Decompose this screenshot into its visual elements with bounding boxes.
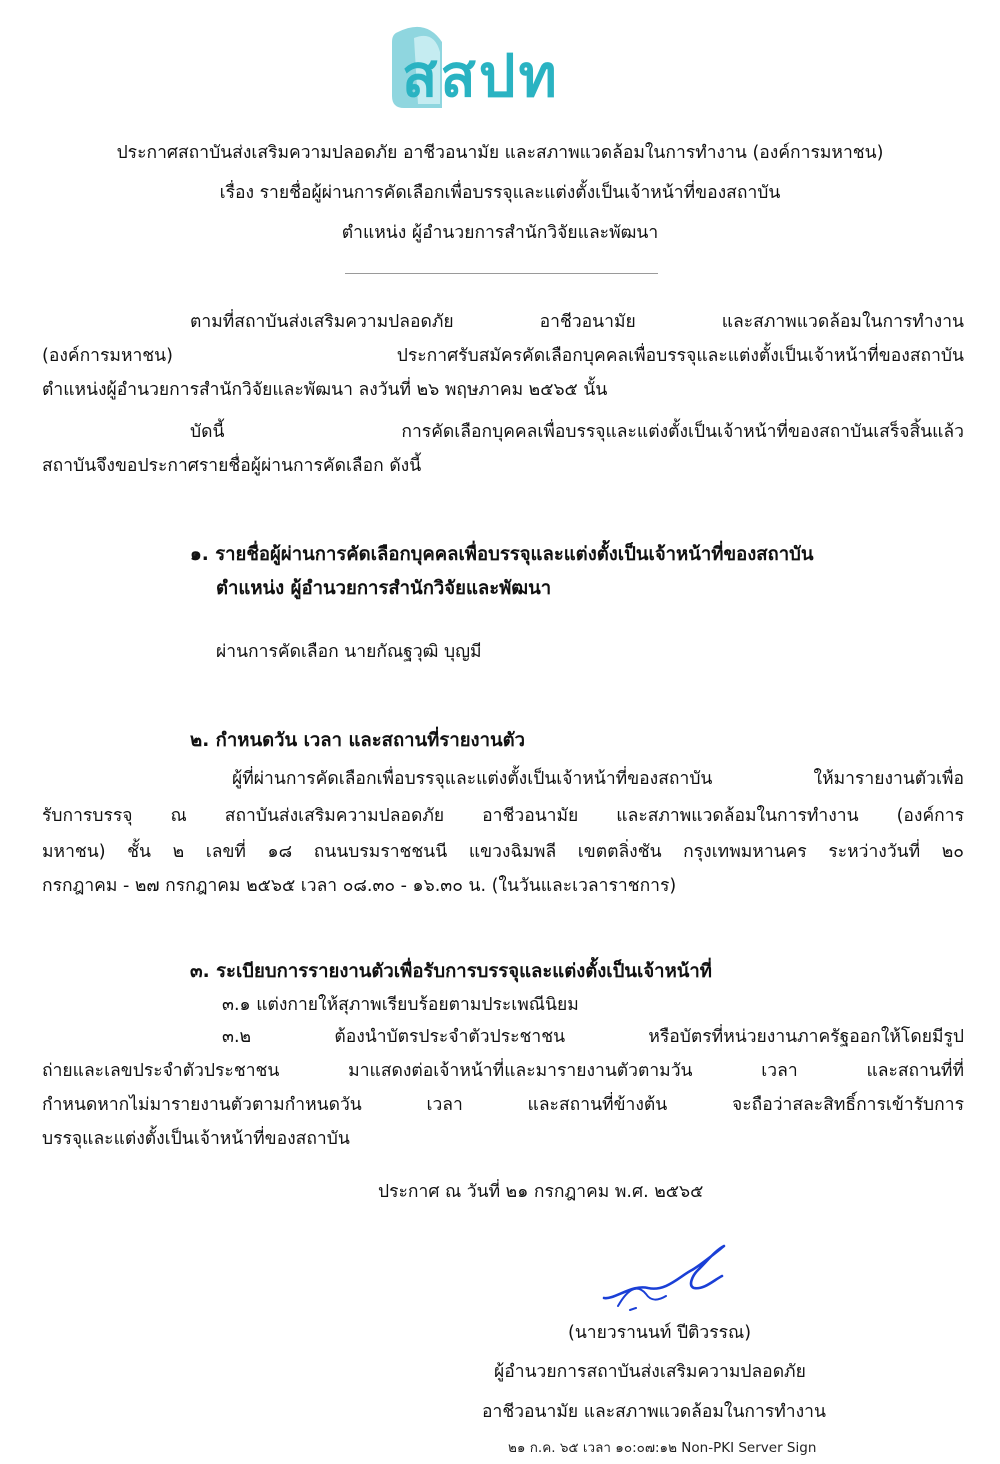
- announcement-subject: เรื่อง รายชื่อผู้ผ่านการคัดเลือกเพื่อบรรจุและแต่งตั้งเป็นเจ้าหน้าที่ของสถาบัน: [219, 183, 781, 203]
- section1-heading: ๑. รายชื่อผู้ผ่านการคัดเลือกบุคคลเพื่อบรรจุและแต่งตั้งเป็นเจ้าหน้าที่ของสถาบัน: [190, 544, 814, 565]
- section1-heading-position: ตำแหน่ง ผู้อำนวยการสำนักวิจัยและพัฒนา: [216, 578, 552, 599]
- passed-candidate: ผ่านการคัดเลือก นายกัณฐวุฒิ บุญมี: [216, 642, 482, 662]
- intro-paragraph-line: ตามที่สถาบันส่งเสริมความปลอดภัย อาชีวอนามัย และสภาพแวดล้อมในการทำงาน: [190, 312, 964, 332]
- handwritten-signature: [596, 1236, 738, 1312]
- announcement-title: ประกาศสถาบันส่งเสริมความปลอดภัย อาชีวอนามัย และสภาพแวดล้อมในการทำงาน (องค์การมหาชน): [116, 143, 884, 163]
- section3-item-line: ถ่ายและเลขประจำตัวประชาชน มาแสดงต่อเจ้าหน้าที่และมารายงานตัวตามวัน เวลา และสถานที่ที่: [42, 1061, 964, 1081]
- section2-paragraph-line: กรกฎาคม - ๒๗ กรกฎาคม ๒๕๖๕ เวลา ๐๘.๓๐ - ๑๖.๓๐ น. (ในวันและเวลาราชการ): [42, 876, 677, 896]
- signer-title-continued: อาชีวอนามัย และสภาพแวดล้อมในการทำงาน: [482, 1402, 826, 1422]
- section2-paragraph-line: รับการบรรจุ ณ สถาบันส่งเสริมความปลอดภัย อาชีวอนามัย และสภาพแวดล้อมในการทำงาน (องค์การ: [42, 806, 964, 826]
- signer-name: (นายวรานนท์ ปีติวรรณ): [568, 1323, 752, 1343]
- section3-heading: ๓. ระเบียบการรายงานตัวเพื่อรับการบรรจุและแต่งตั้งเป็นเจ้าหน้าที่: [190, 961, 712, 982]
- header-divider: [345, 273, 658, 274]
- section2-heading: ๒. กำหนดวัน เวลา และสถานที่รายงานตัว: [190, 730, 526, 751]
- signer-title: ผู้อำนวยการสถาบันส่งเสริมความปลอดภัย: [494, 1362, 806, 1382]
- announcement-position: ตำแหน่ง ผู้อำนวยการสำนักวิจัยและพัฒนา: [341, 223, 659, 243]
- intro-paragraph-line: บัดนี้ การคัดเลือกบุคคลเพื่อบรรจุและแต่งตั้งเป็นเจ้าหน้าที่ของสถาบันเสร็จสิ้นแล้ว: [190, 422, 964, 442]
- logo-text: สสปท: [402, 42, 560, 110]
- section3-item-line: บรรจุและแต่งตั้งเป็นเจ้าหน้าที่ของสถาบัน: [42, 1129, 350, 1149]
- announcement-date: ประกาศ ณ วันที่ ๒๑ กรกฎาคม พ.ศ. ๒๕๖๕: [378, 1182, 704, 1202]
- section3-item: ๓.๑ แต่งกายให้สุภาพเรียบร้อยตามประเพณีนิยม: [222, 995, 579, 1015]
- intro-paragraph-line: (องค์การมหาชน) ประกาศรับสมัครคัดเลือกบุคคลเพื่อบรรจุและแต่งตั้งเป็นเจ้าหน้าที่ของสถาบัน: [42, 346, 964, 366]
- section3-item-line: ๓.๒ ต้องนำบัตรประจำตัวประชาชน หรือบัตรที่หน่วยงานภาครัฐออกให้โดยมีรูป: [222, 1027, 964, 1047]
- electronic-sign-stamp: ๒๑ ก.ค. ๖๕ เวลา ๑๐:๐๗:๑๒ Non-PKI Server Sign: [508, 1440, 817, 1456]
- organization-logo: [384, 12, 624, 112]
- intro-paragraph-line: สถาบันจึงขอประกาศรายชื่อผู้ผ่านการคัดเลือก ดังนี้: [42, 456, 422, 476]
- intro-paragraph-line: ตำแหน่งผู้อำนวยการสำนักวิจัยและพัฒนา ลงวันที่ ๒๖ พฤษภาคม ๒๕๖๕ นั้น: [42, 380, 608, 400]
- section3-item-line: กำหนดหากไม่มารายงานตัวตามกำหนดวัน เวลา และสถานที่ข้างต้น จะถือว่าสละสิทธิ์การเข้ารับการ: [42, 1095, 964, 1115]
- section2-paragraph-line: มหาชน) ชั้น ๒ เลขที่ ๑๘ ถนนบรมราชชนนี แขวงฉิมพลี เขตตลิ่งชัน กรุงเทพมหานคร ระหว่างวันที่ ๒๐: [42, 842, 964, 862]
- section2-paragraph-line: ผู้ที่ผ่านการคัดเลือกเพื่อบรรจุและแต่งตั้งเป็นเจ้าหน้าที่ของสถาบัน ให้มารายงานตัวเพื่อ: [232, 769, 964, 789]
